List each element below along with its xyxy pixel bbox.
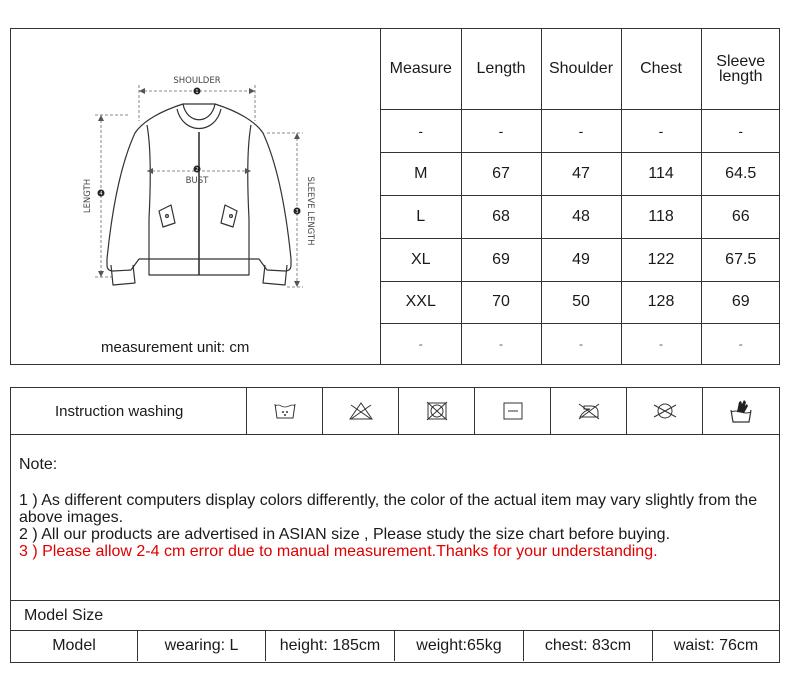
table-cell: - <box>381 323 461 364</box>
table-cell: 47 <box>541 152 621 195</box>
no-dry-clean-icon <box>650 401 680 421</box>
length-num: 4 <box>99 191 103 197</box>
wash-cell <box>627 388 703 434</box>
table-cell: 68 <box>461 195 541 238</box>
table-cell: 67.5 <box>701 238 780 281</box>
table-cell: - <box>621 109 701 152</box>
no-iron-icon <box>576 401 602 421</box>
jacket-diagram <box>11 29 381 329</box>
washing-instructions <box>10 387 780 435</box>
hand-wash-icon <box>729 398 753 424</box>
table-cell: - <box>461 109 541 152</box>
shoulder-num: 1 <box>195 89 199 95</box>
note-line-2: 2 ) All our products are advertised in ASIAN size , Please study the size chart before buying. <box>19 526 671 543</box>
table-cell: XXL <box>381 281 461 323</box>
table-cell: 50 <box>541 281 621 323</box>
size-table <box>381 29 780 364</box>
note-line-3: 3 ) Please allow 2-4 cm error due to manual measurement.Thanks for your understanding. <box>19 543 658 560</box>
wash-cell <box>475 388 551 434</box>
header-length: Length <box>461 29 541 109</box>
table-cell: XL <box>381 238 461 281</box>
model-size-section <box>10 601 780 663</box>
shoulder-label: SHOULDER <box>173 76 221 86</box>
size-table-header <box>381 29 780 109</box>
note-lines <box>19 492 771 560</box>
model-cell-waist: waist: 76cm <box>673 637 759 654</box>
washing-label: Instruction washing <box>11 388 247 434</box>
note-section <box>10 435 780 601</box>
table-row <box>381 238 780 281</box>
note-line-1: 1 ) As different computers display colors differently, the color of the actual item may vary slightly from the above images. <box>19 492 758 526</box>
table-row <box>381 281 780 323</box>
wash-cell <box>399 388 475 434</box>
no-bleach-icon <box>348 401 374 421</box>
no-tumble-dry-icon <box>425 400 449 422</box>
length-label: LENGTH <box>83 178 93 214</box>
table-cell: 69 <box>701 281 780 323</box>
hand-wash-30-icon <box>273 401 297 421</box>
table-cell: 66 <box>701 195 780 238</box>
wash-cell <box>551 388 627 434</box>
table-cell: 122 <box>621 238 701 281</box>
table-cell: - <box>621 323 701 364</box>
table-cell: L <box>381 195 461 238</box>
table-cell: - <box>541 109 621 152</box>
table-cell: - <box>381 109 461 152</box>
note-title: Note: <box>19 456 58 473</box>
jacket-diagram-panel <box>11 29 381 364</box>
table-cell: 69 <box>461 238 541 281</box>
table-cell: M <box>381 152 461 195</box>
table-cell: 128 <box>621 281 701 323</box>
table-cell: 70 <box>461 281 541 323</box>
table-row <box>381 195 780 238</box>
wash-cell <box>247 388 323 434</box>
model-cell-wearing: wearing: L <box>138 631 266 661</box>
table-row <box>381 323 780 364</box>
table-cell: 118 <box>621 195 701 238</box>
table-cell: 114 <box>621 152 701 195</box>
model-cell-height: height: 185cm <box>266 631 395 661</box>
header-chest: Chest <box>621 29 701 109</box>
sleeve-num: 3 <box>295 209 299 215</box>
pocket-left <box>159 205 175 227</box>
line-dry-icon <box>502 401 524 421</box>
size-chart-section <box>10 28 780 365</box>
table-cell: 48 <box>541 195 621 238</box>
table-cell: 64.5 <box>701 152 780 195</box>
sleeve-label: SLEEVE LENGTH <box>305 176 315 246</box>
collar <box>183 104 215 120</box>
measurement-unit: measurement unit: cm <box>101 339 250 356</box>
wash-cell <box>323 388 399 434</box>
table-cell: - <box>701 323 780 364</box>
table-row <box>381 109 780 152</box>
table-cell: - <box>541 323 621 364</box>
header-measure: Measure <box>381 29 461 109</box>
model-size-title: Model Size <box>11 601 779 631</box>
model-cell-chest: chest: 83cm <box>524 631 653 661</box>
wash-cell <box>703 388 779 434</box>
model-cell-label: Model <box>11 631 138 661</box>
model-cell-weight: weight:65kg <box>395 631 524 661</box>
table-cell: 49 <box>541 238 621 281</box>
header-shoulder: Shoulder <box>541 29 621 109</box>
table-cell: - <box>701 109 780 152</box>
table-cell: 67 <box>461 152 541 195</box>
header-sleeve-length: Sleeve length <box>701 29 780 109</box>
bust-num: 2 <box>195 167 199 173</box>
table-cell: - <box>461 323 541 364</box>
model-size-row <box>11 631 779 661</box>
bust-label: BUST <box>185 176 209 186</box>
table-row <box>381 152 780 195</box>
